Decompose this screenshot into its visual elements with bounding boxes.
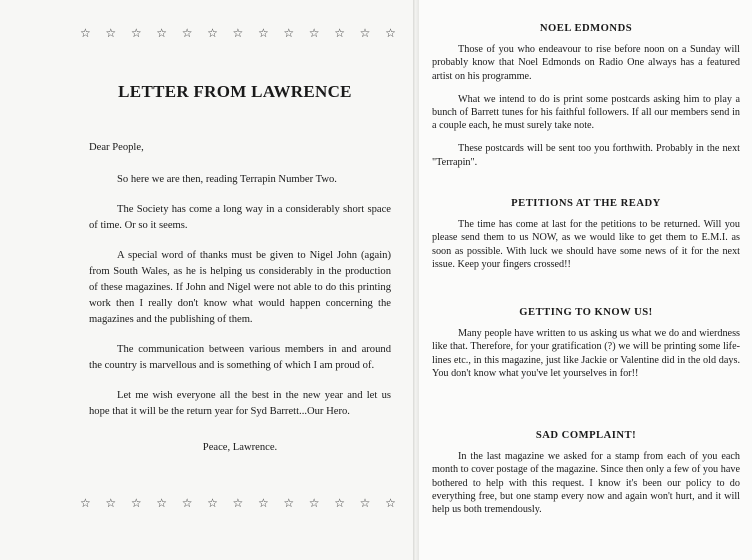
section-paragraph: What we intend to do is print some postcards asking him to play a bunch of Barrett tunes for his faithful followers. If all our members send in a couple each, he must surely take note. [432, 93, 740, 132]
letter-paragraph: So here we are then, reading Terrapin Number Two. [117, 174, 337, 185]
section-noel-edmonds [432, 22, 740, 179]
star-icon: ☆ [156, 496, 168, 510]
star-icon: ☆ [334, 26, 345, 40]
section-getting-to-know-us [432, 306, 740, 390]
letter-salutation: Dear People, [89, 142, 144, 153]
section-sad-complaint [432, 429, 740, 526]
star-icon: ☆ [385, 496, 396, 510]
star-icon: ☆ [359, 26, 371, 40]
star-icon: ☆ [207, 496, 218, 510]
letter-title: LETTER FROM LAWRENCE [118, 82, 352, 101]
section-petitions [432, 197, 740, 281]
star-icon: ☆ [334, 496, 345, 510]
star-border-top [80, 26, 396, 40]
star-icon: ☆ [308, 496, 320, 510]
star-icon: ☆ [232, 496, 244, 510]
star-icon: ☆ [181, 496, 193, 510]
star-icon: ☆ [105, 26, 117, 40]
star-icon: ☆ [130, 26, 142, 40]
star-icon: ☆ [130, 496, 142, 510]
star-icon: ☆ [257, 26, 269, 40]
letter-paragraph: The communication between various members in and around the country is marvellous and is something of which I am proud of. [89, 344, 391, 371]
star-icon: ☆ [232, 26, 244, 40]
section-heading: GETTING TO KNOW US! [519, 307, 653, 318]
star-icon: ☆ [385, 26, 396, 40]
section-paragraph: Those of you who endeavour to rise before noon on a Sunday will probably know that Noel Edmonds on Radio One always has a featured artist on his programme. [432, 44, 740, 82]
section-heading: PETITIONS AT THE READY [511, 198, 661, 209]
section-heading: SAD COMPLAINT! [535, 430, 637, 441]
section-paragraph: In the last magazine we asked for a stamp from each of you each month to cover postage of the magazine. Since then only a few of you have bothered to help with this request. I know it's been our policy to do everything free, but one stamp every now and again won't hurt, and it will help us both tremendously. [432, 451, 740, 516]
star-icon: ☆ [181, 26, 193, 40]
star-icon: ☆ [283, 496, 295, 510]
star-icon: ☆ [80, 496, 91, 510]
star-icon: ☆ [257, 496, 269, 510]
letter-body [89, 140, 391, 470]
page-gutter [413, 0, 419, 560]
star-border-bottom [80, 496, 396, 510]
letter-paragraph: The Society has come a long way in a considerably short space of time. Or so it seems. [89, 204, 391, 231]
letter-paragraph: A special word of thanks must be given to Nigel John (again) from South Wales, as he is helping us considerably in the production of these magazines. If John and Nigel were not able to do this printing work then I really don't know what would happen concerning the magazines and the publishing of them. [89, 250, 391, 325]
section-paragraph: Many people have written to us asking us what we do and wierdness like that. Therefore, for your gratification (?) we will be printing some life-lines etc., in this magazine, just like Jackie or Valentine did in the old days. You don't know what you've let yourselves in for!! [432, 328, 740, 379]
letter-signoff: Peace, Lawrence. [202, 442, 278, 453]
star-icon: ☆ [283, 26, 295, 40]
letter-paragraph: Let me wish everyone all the best in the new year and let us hope that it will be the return year for Syd Barrett...Our Hero. [89, 390, 391, 417]
section-paragraph: These postcards will be sent too you forthwith. Probably in the next "Terrapin". [432, 143, 740, 168]
star-icon: ☆ [156, 26, 168, 40]
section-paragraph: The time has come at last for the petitions to be returned. Will you please send them to us NOW, as we would like to get them to E.M.I. as soon as possible. With luck we should have some news of it for the next issue. Keep your fingers crossed!! [432, 219, 740, 270]
section-heading: NOEL EDMONDS [539, 23, 633, 34]
star-icon: ☆ [80, 26, 91, 40]
star-icon: ☆ [105, 496, 117, 510]
star-icon: ☆ [207, 26, 218, 40]
star-icon: ☆ [359, 496, 371, 510]
star-icon: ☆ [308, 26, 320, 40]
